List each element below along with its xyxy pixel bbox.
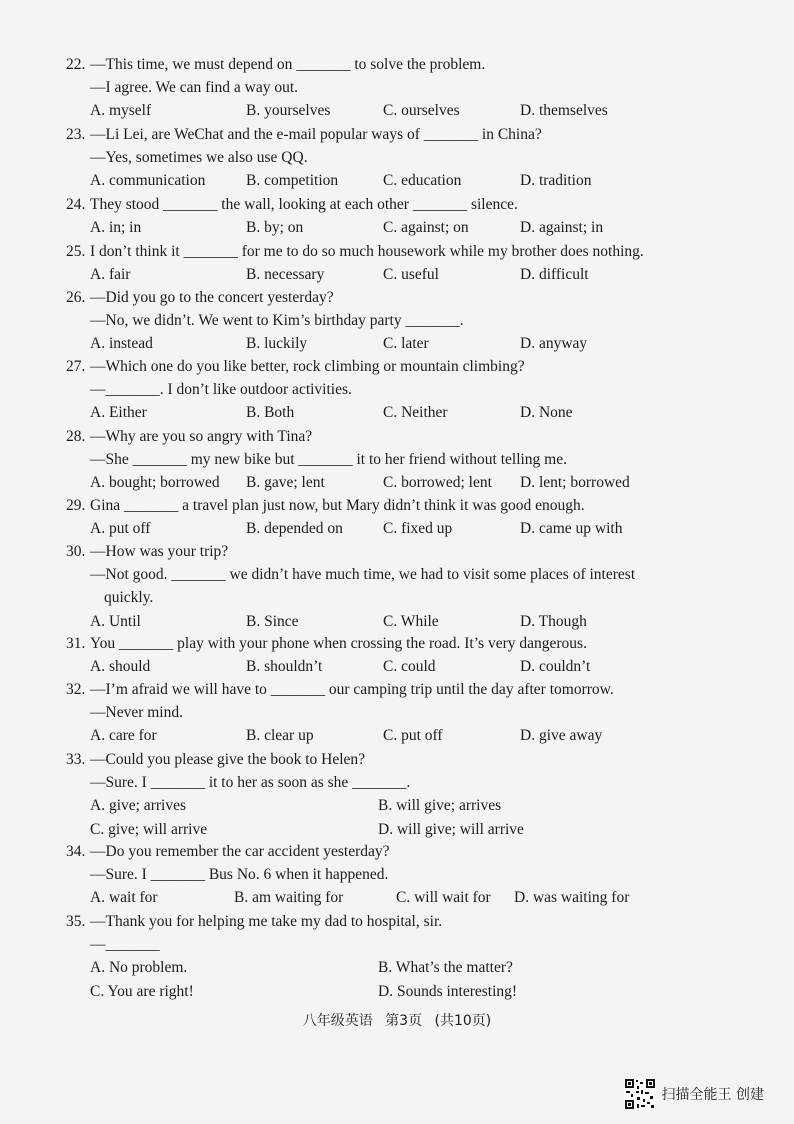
option-a[interactable]: A. give; arrives (90, 797, 186, 815)
question-number: 33. (66, 751, 86, 768)
question-number: 23. (66, 126, 86, 143)
question-32 (66, 678, 706, 748)
option-c[interactable]: C. ourselves (383, 102, 460, 120)
footer-total: (共10页) (434, 1013, 492, 1029)
option-c[interactable]: C. give; will arrive (90, 820, 208, 838)
option-c[interactable]: C. useful (383, 266, 439, 284)
option-b[interactable]: B. gave; lent (246, 474, 325, 492)
option-d[interactable]: D. difficult (520, 266, 589, 284)
option-c[interactable]: C. fixed up (383, 520, 453, 538)
question-line: —Sure. I _______ Bus No. 6 when it happened. (90, 866, 389, 884)
option-b[interactable]: B. am waiting for (234, 889, 344, 907)
question-stem: —Did you go to the concert yesterday? (90, 289, 334, 306)
option-a[interactable]: A. Until (90, 612, 141, 630)
option-d[interactable]: D. anyway (520, 335, 588, 353)
options-row (66, 216, 706, 239)
footer-page: 第3页 (385, 1013, 423, 1029)
option-b[interactable]: B. yourselves (246, 102, 331, 120)
question-number: 30. (66, 543, 86, 560)
question-stem: —Could you please give the book to Helen? (90, 751, 366, 768)
options-row (66, 471, 706, 494)
option-b[interactable]: B. by; on (246, 219, 304, 237)
option-a[interactable]: A. bought; borrowed (90, 474, 220, 492)
scanner-watermark (624, 1078, 764, 1110)
option-d[interactable]: D. Though (520, 612, 587, 630)
option-c[interactable]: C. borrowed; lent (383, 474, 492, 492)
options-row (66, 99, 706, 122)
option-a[interactable]: A. wait for (90, 889, 158, 907)
question-31 (66, 632, 706, 678)
option-a[interactable]: A. in; in (90, 219, 142, 237)
question-number: 31. (66, 635, 86, 652)
question-stem: —Which one do you like better, rock climbing or mountain climbing? (90, 358, 525, 375)
option-b[interactable]: B. depended on (246, 520, 343, 538)
question-stem: —How was your trip? (90, 543, 229, 560)
option-c[interactable]: C. later (383, 335, 429, 353)
options-row (66, 401, 706, 424)
question-number: 32. (66, 681, 86, 698)
question-number: 35. (66, 913, 86, 930)
option-d[interactable]: D. themselves (520, 102, 608, 120)
options-row (66, 956, 706, 979)
question-number: 24. (66, 196, 86, 213)
option-b[interactable]: B. shouldn’t (246, 658, 323, 676)
question-line: —_______ (90, 936, 160, 954)
question-line: —I agree. We can find a way out. (90, 79, 299, 97)
question-stem: Gina _______ a travel plan just now, but Mary didn’t think it was good enough. (90, 497, 585, 514)
options-row (66, 517, 706, 540)
option-d[interactable]: D. was waiting for (514, 889, 630, 907)
options-row (66, 886, 706, 909)
option-b[interactable]: B. What’s the matter? (378, 959, 513, 977)
question-stem: You _______ play with your phone when crossing the road. It’s very dangerous. (90, 635, 587, 652)
question-stem: —Why are you so angry with Tina? (90, 428, 313, 445)
question-line: —She _______ my new bike but _______ it to her friend without telling me. (90, 451, 567, 469)
options-row (66, 794, 706, 817)
option-c[interactable]: C. against; on (383, 219, 469, 237)
question-number: 34. (66, 843, 86, 860)
option-d[interactable]: D. lent; borrowed (520, 474, 630, 492)
question-34 (66, 840, 706, 910)
question-stem: —This time, we must depend on _______ to solve the problem. (90, 56, 486, 73)
option-d[interactable]: D. will give; will arrive (378, 820, 524, 838)
option-a[interactable]: A. communication (90, 172, 206, 190)
option-c[interactable]: C. will wait for (396, 889, 491, 907)
question-number: 22. (66, 56, 86, 73)
question-stem: —I’m afraid we will have to _______ our camping trip until the day after tomorrow. (90, 681, 614, 698)
option-d[interactable]: D. came up with (520, 520, 623, 538)
option-a[interactable]: A. No problem. (90, 959, 188, 977)
question-line: —Sure. I _______ it to her as soon as she _______. (90, 774, 411, 792)
question-23 (66, 123, 706, 193)
options-row (66, 332, 706, 355)
option-d[interactable]: D. Sounds interesting! (378, 982, 518, 1000)
question-29 (66, 494, 706, 540)
option-d[interactable]: D. tradition (520, 172, 592, 190)
option-a[interactable]: A. should (90, 658, 151, 676)
option-b[interactable]: B. Since (246, 612, 299, 630)
page-footer (0, 1010, 794, 1030)
option-c[interactable]: C. You are right! (90, 982, 194, 1000)
option-c[interactable]: C. Neither (383, 404, 448, 422)
question-22 (66, 53, 706, 123)
question-line: —Yes, sometimes we also use QQ. (90, 149, 308, 167)
option-d[interactable]: D. give away (520, 727, 603, 745)
option-c[interactable]: C. could (383, 658, 436, 676)
question-line: —Not good. _______ we didn’t have much time, we had to visit some places of interest (90, 566, 636, 584)
question-line: —Never mind. (90, 704, 183, 722)
question-stem: They stood _______ the wall, looking at each other _______ silence. (90, 196, 518, 213)
question-number: 27. (66, 358, 86, 375)
option-d[interactable]: D. couldn’t (520, 658, 591, 676)
option-d[interactable]: D. None (520, 404, 573, 422)
option-b[interactable]: B. clear up (246, 727, 314, 745)
question-line: —_______. I don’t like outdoor activities. (90, 381, 352, 399)
option-b[interactable]: B. luckily (246, 335, 308, 353)
question-25 (66, 240, 706, 286)
footer-subject: 八年级英语 (302, 1013, 373, 1029)
option-c[interactable]: C. put off (383, 727, 443, 745)
option-a[interactable]: A. care for (90, 727, 157, 745)
options-row (66, 655, 706, 678)
options-row (66, 610, 706, 633)
question-30 (66, 540, 706, 633)
question-stem: I don’t think it _______ for me to do so much housework while my brother does nothing. (90, 243, 644, 260)
question-number: 29. (66, 497, 86, 514)
option-d[interactable]: D. against; in (520, 219, 604, 237)
question-number: 25. (66, 243, 86, 260)
option-c[interactable]: C. While (383, 612, 439, 630)
option-a[interactable]: A. myself (90, 102, 152, 120)
watermark-text: 扫描全能王 创建 (661, 1087, 764, 1103)
question-number: 26. (66, 289, 86, 306)
question-line: —No, we didn’t. We went to Kim’s birthday party _______. (90, 312, 464, 330)
options-row (66, 263, 706, 286)
option-a[interactable]: A. put off (90, 520, 151, 538)
option-b[interactable]: B. competition (246, 172, 339, 190)
option-c[interactable]: C. education (383, 172, 462, 190)
question-27 (66, 355, 706, 425)
question-26 (66, 286, 706, 356)
option-a[interactable]: A. fair (90, 266, 131, 284)
option-b[interactable]: B. will give; arrives (378, 797, 502, 815)
question-33 (66, 748, 706, 841)
question-24 (66, 193, 706, 239)
option-b[interactable]: B. necessary (246, 266, 325, 284)
options-row (66, 980, 706, 1003)
option-b[interactable]: B. Both (246, 404, 295, 422)
option-a[interactable]: A. Either (90, 404, 147, 422)
question-28 (66, 425, 706, 495)
question-line: quickly. (104, 589, 154, 607)
question-stem: —Thank you for helping me take my dad to hospital, sir. (90, 913, 443, 930)
question-stem: —Do you remember the car accident yesterday? (90, 843, 390, 860)
options-row (66, 169, 706, 192)
question-number: 28. (66, 428, 86, 445)
qr-code-icon (624, 1078, 656, 1110)
question-stem: —Li Lei, are WeChat and the e-mail popular ways of _______ in China? (90, 126, 542, 143)
option-a[interactable]: A. instead (90, 335, 153, 353)
options-row (66, 818, 706, 841)
question-35 (66, 910, 706, 1003)
options-row (66, 724, 706, 747)
